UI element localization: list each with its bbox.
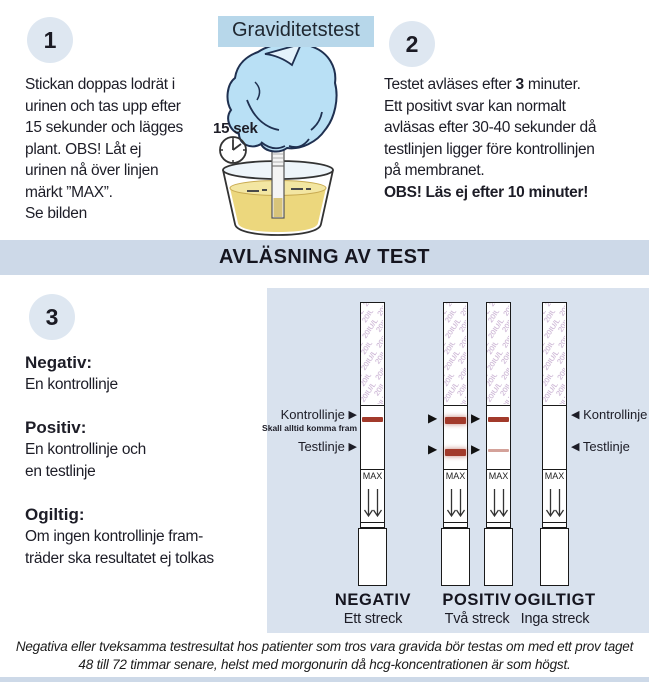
step-1-badge <box>27 17 73 63</box>
result-positiv-line: En kontrollinje och <box>25 441 146 458</box>
strip-watermark-area <box>486 302 511 406</box>
step-2-line: på membranet. <box>384 162 485 179</box>
pointer-right-icon: ▶ <box>428 442 438 456</box>
bottom-band <box>0 677 649 682</box>
max-label: MAX <box>488 471 509 481</box>
step-1-line: 15 sekunder och lägges <box>25 119 183 136</box>
clock-icon <box>220 137 246 163</box>
test-line-label-text: Testlinje <box>297 439 345 454</box>
step-1-line: Se bilden <box>25 205 87 222</box>
strip-max-area <box>542 470 567 523</box>
test-strip-negativ <box>360 302 385 586</box>
pointer-left-icon: ◀ <box>571 409 580 421</box>
step-1-line: urinen och tas upp efter <box>25 97 181 115</box>
step-3-text <box>25 352 214 570</box>
control-line <box>445 417 466 424</box>
result-ogiltig-line: träder ska resultatet ej tolkas <box>25 550 214 567</box>
pointer-right-icon: ▶ <box>348 409 357 421</box>
step-1-line: plant. OBS! Låt ej <box>25 140 142 158</box>
step-1-text <box>25 74 183 225</box>
control-line-label-text: Kontrollinje <box>280 407 345 422</box>
test-strip-ogiltigt <box>542 302 567 586</box>
footnote-line: 48 till 72 timmar senare, helst med morgonurin då hcg-koncentrationen är som högst. <box>78 657 571 672</box>
footnote-line: Negativa eller tveksamma testresultat hos patienter som tros vara gravida bör testas om med ett prov taget <box>15 639 634 654</box>
test-line <box>445 449 466 456</box>
result-ogiltig-title: Ogiltig: <box>25 505 85 524</box>
strip-pad <box>358 528 387 586</box>
test-line-label-right <box>571 439 630 454</box>
pointer-right-icon: ▶ <box>471 411 481 425</box>
section-heading: AVLÄSNING AV TEST <box>219 246 430 268</box>
control-line-label-text: Kontrollinje <box>583 407 648 422</box>
test-line <box>488 449 509 452</box>
strip-max-area <box>443 470 468 523</box>
section-band <box>0 240 649 275</box>
control-line-label-left <box>281 407 357 422</box>
strip-watermark-area <box>360 302 385 406</box>
control-line <box>488 417 509 422</box>
control-line <box>362 417 383 422</box>
strip-max-area <box>486 470 511 523</box>
result-caption-negativ: NEGATIV <box>334 591 412 609</box>
strip-pad <box>484 528 513 586</box>
step-2-line-bold: 3 <box>515 76 524 93</box>
max-label: MAX <box>362 471 383 481</box>
down-arrows-icon <box>544 489 566 522</box>
step-2-text <box>384 74 596 203</box>
strip-membrane <box>486 406 511 470</box>
step-2-line: avläsas efter 30-40 sekunder då <box>384 119 597 136</box>
test-strip-positiv-strong <box>443 302 468 586</box>
step-2-badge <box>389 21 435 67</box>
result-subcaption-positiv: Två streck <box>444 611 510 627</box>
hand-dipping-illustration <box>203 38 385 238</box>
step-1-line: urinen nå över linjen <box>25 162 159 179</box>
control-line-label-right <box>571 407 647 422</box>
result-negativ-title: Negativ: <box>25 353 93 372</box>
result-negativ-line: En kontrollinje <box>25 376 118 393</box>
step-2-line-post: minuter. <box>523 76 581 93</box>
step-2-warning: OBS! Läs ej efter 10 minuter! <box>384 183 589 201</box>
pointer-right-icon: ▶ <box>428 411 438 425</box>
pointer-left-icon: ◀ <box>571 441 580 453</box>
page-title-text: Graviditetstest <box>232 19 360 41</box>
step-3-badge <box>29 294 75 340</box>
strip-watermark-area <box>542 302 567 406</box>
strip-membrane <box>542 406 567 470</box>
step-2-number: 2 <box>405 30 419 57</box>
step-3-number: 3 <box>45 303 59 330</box>
strip-pad <box>441 528 470 586</box>
control-line-sublabel: Skall alltid komma fram <box>262 423 357 433</box>
step-2-line: testlinjen ligger före kontrollinjen <box>384 140 595 158</box>
result-caption-ogiltigt: OGILTIGT <box>514 591 596 609</box>
test-line-label-left <box>298 439 357 454</box>
page-title <box>218 16 374 47</box>
step-2-line <box>384 74 596 96</box>
result-subcaption-negativ: Ett streck <box>343 611 403 627</box>
timer-label: 15 sek <box>213 120 258 137</box>
result-subcaption-ogiltigt: Inga streck <box>520 611 590 627</box>
strip-max-area <box>360 470 385 523</box>
step-2-line-pre: Testet avläses efter <box>384 76 516 93</box>
pointer-right-icon: ▶ <box>348 441 357 453</box>
strip-membrane <box>443 406 468 470</box>
down-arrows-icon <box>488 489 510 522</box>
pointer-right-icon: ▶ <box>471 442 481 456</box>
test-line-label-text: Testlinje <box>582 439 630 454</box>
result-ogiltig-line: Om ingen kontrollinje fram- <box>25 528 203 545</box>
step-2-line: Ett positivt svar kan normalt <box>384 97 566 115</box>
step-1-line: Stickan doppas lodrät i <box>25 76 175 93</box>
strip-watermark-area <box>443 302 468 406</box>
result-caption-positiv: POSITIV <box>442 591 512 609</box>
result-positiv-line: en testlinje <box>25 463 96 480</box>
result-positiv-title: Positiv: <box>25 418 87 437</box>
step-1-number: 1 <box>43 26 57 53</box>
strip-pad <box>540 528 569 586</box>
step-1-line: märkt ”MAX”. <box>25 183 113 201</box>
strip-membrane <box>360 406 385 470</box>
test-strip-positiv-weak <box>486 302 511 586</box>
max-label: MAX <box>445 471 466 481</box>
down-arrows-icon <box>362 489 384 522</box>
down-arrows-icon <box>445 489 467 522</box>
max-label: MAX <box>544 471 565 481</box>
